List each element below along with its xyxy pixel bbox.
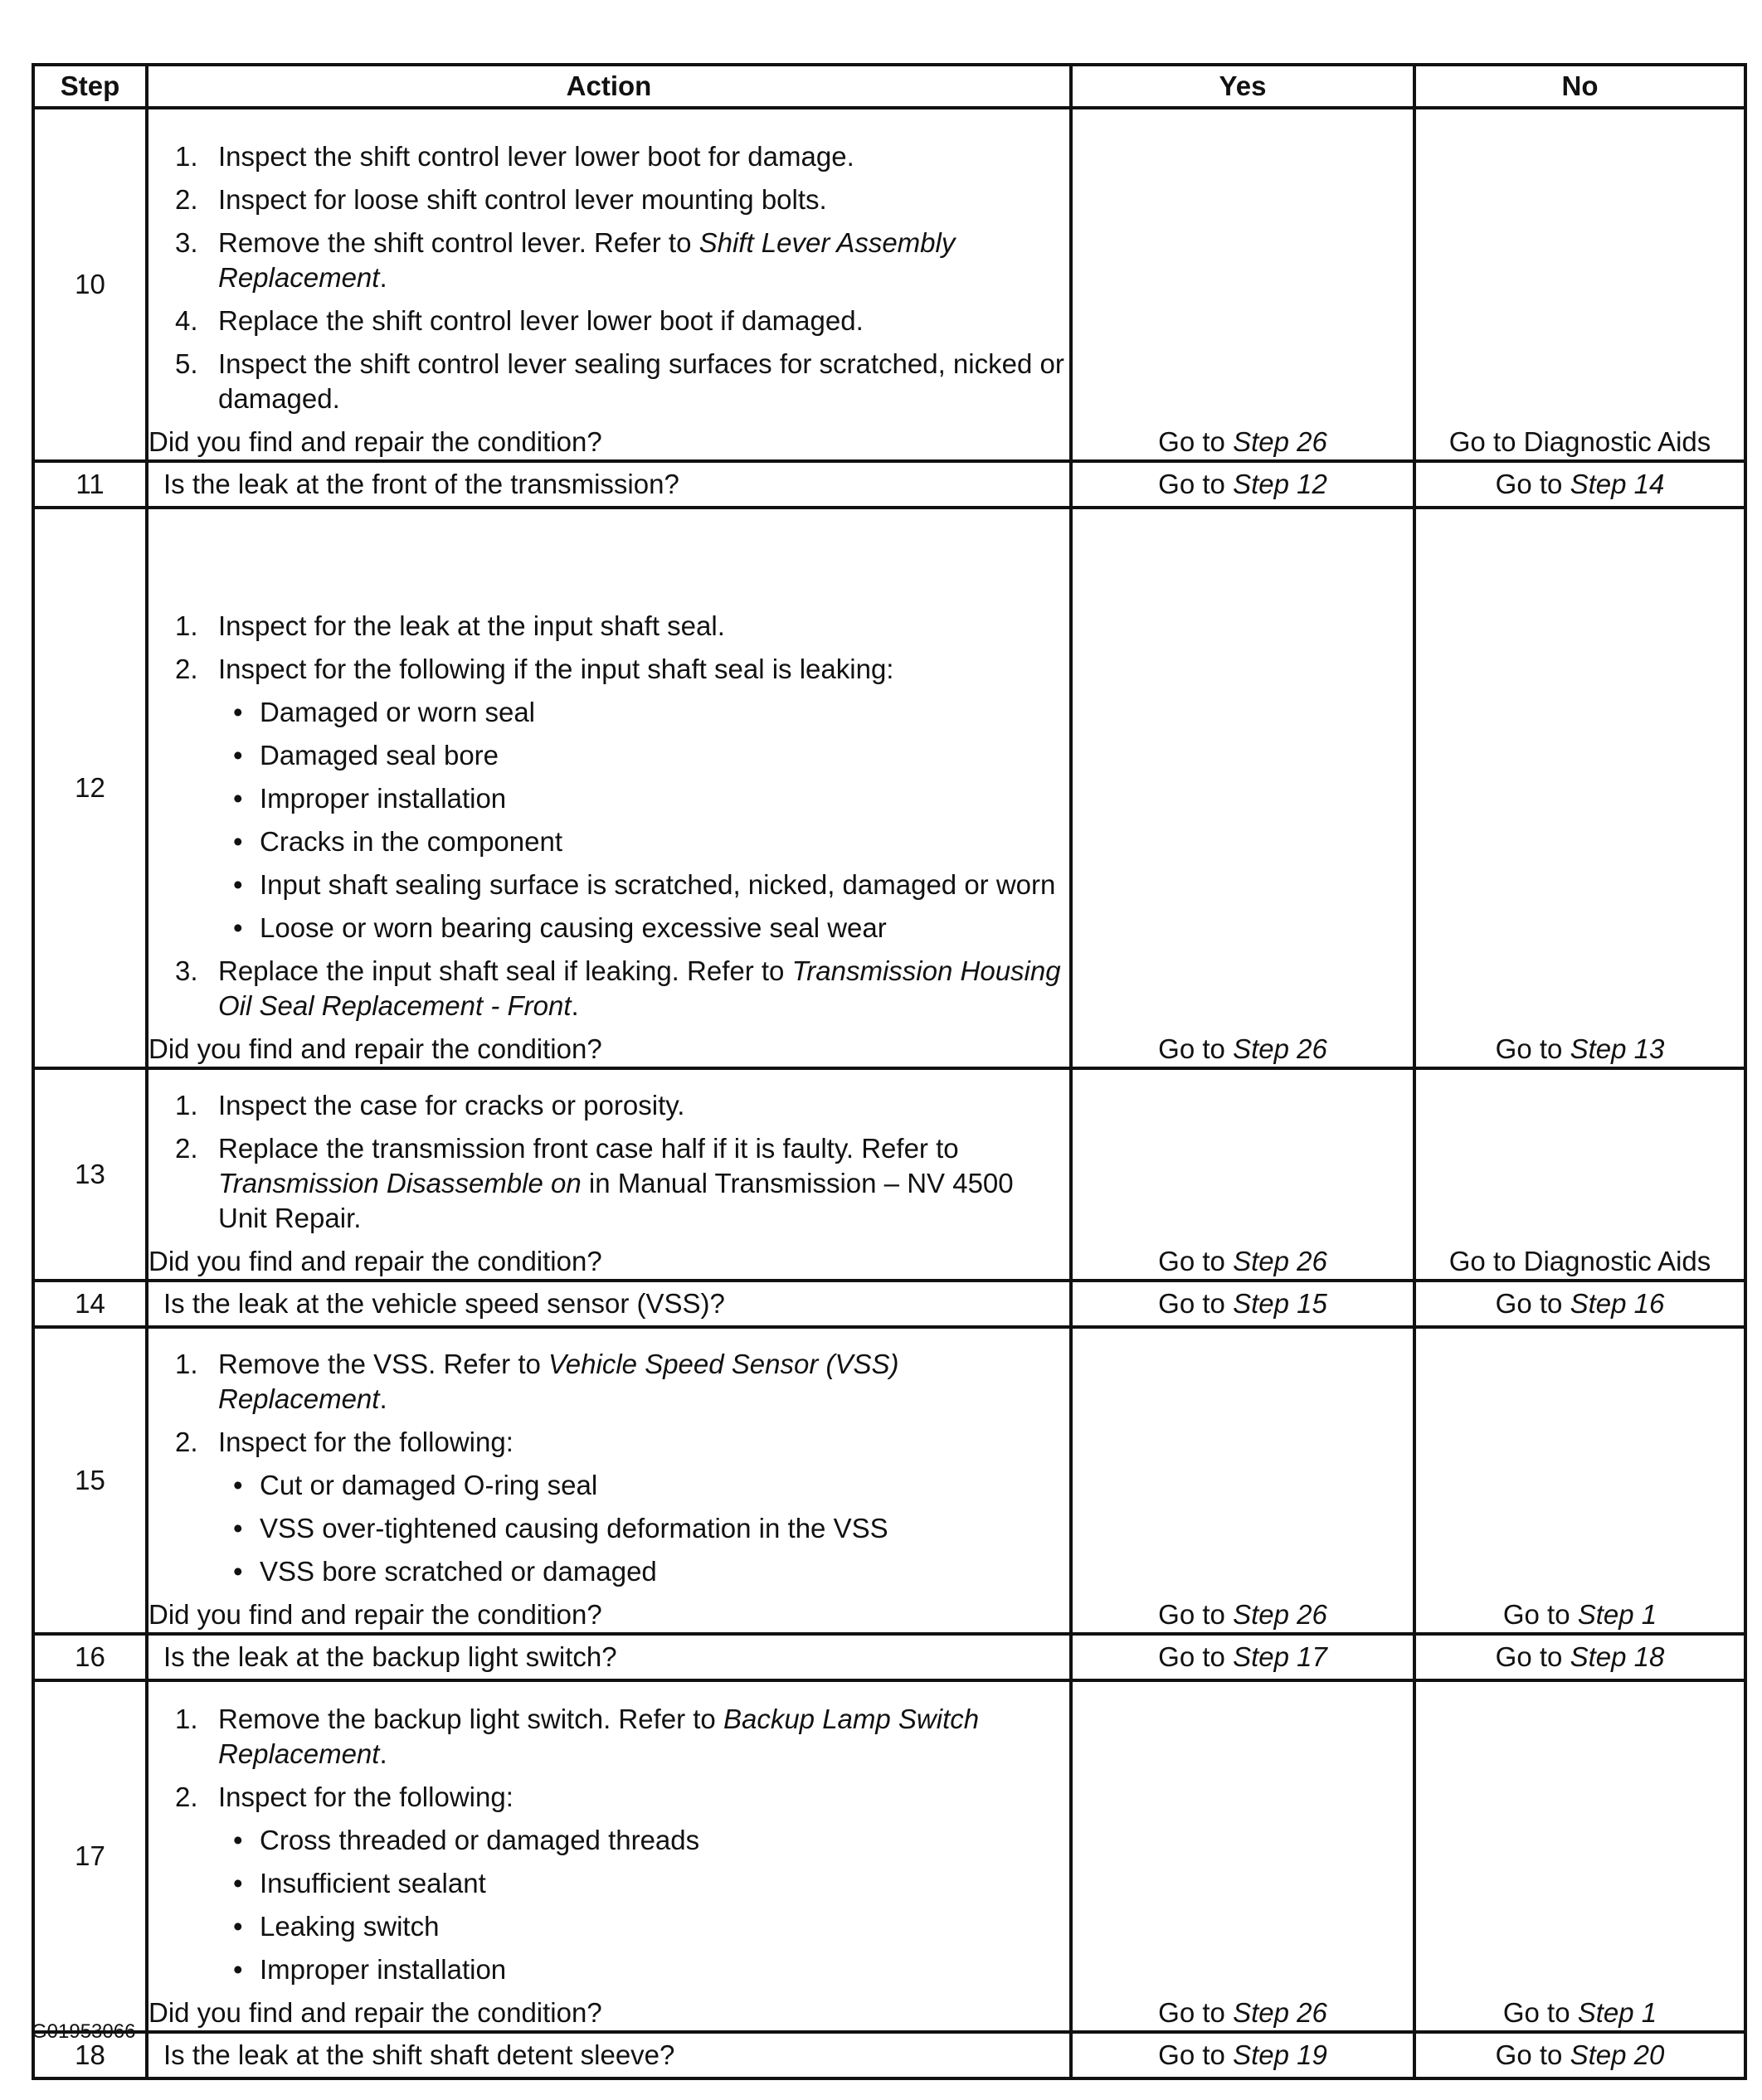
question-text: Is the leak at the backup light switch? [147, 1634, 1071, 1680]
bullet-list [218, 1468, 1069, 1589]
action-list [148, 1702, 1069, 1987]
action-cell [147, 508, 1071, 1068]
bullet-item: • Cracks in the component [218, 824, 1069, 859]
diagnostic-aids-link[interactable]: Go to Diagnostic Aids [1448, 426, 1711, 457]
bullet-item: • Cut or damaged O-ring seal [218, 1468, 1069, 1503]
bullet-item: • Input shaft sealing surface is scratched, nicked, damaged or worn [218, 868, 1069, 902]
bullet-item: • Leaking switch [218, 1909, 1069, 1944]
question-text: Did you find and repair the condition? [148, 1997, 602, 2028]
question-text: Did you find and repair the condition? [148, 426, 602, 457]
no-cell: Go to Step 14 [1414, 461, 1745, 508]
step-link[interactable]: Step 26 [1233, 426, 1327, 457]
reference-link[interactable]: Shift Lever Assembly Replacement [218, 227, 956, 293]
reference-link[interactable]: Vehicle Speed Sensor (VSS) Replacement [218, 1349, 899, 1414]
no-cell: Go to Step 18 [1414, 1634, 1745, 1680]
question-text: Is the leak at the vehicle speed sensor (VSS)? [147, 1281, 1071, 1327]
step-link[interactable]: Step 15 [1233, 1288, 1327, 1319]
action-cell [147, 1068, 1071, 1281]
list-item: 2. Inspect for the following if the input shaft seal is leaking: • Damaged or worn seal • Damaged seal bore • Improper installation • Cracks in the component • Input shaft sealing surface is scratched, nicked, damaged or worn • Loose or worn bearing causing excessive seal wear [148, 652, 1069, 945]
step-number: 17 [33, 1680, 147, 2032]
table-row [33, 508, 1745, 1068]
list-item: 2. Inspect for the following: • Cut or damaged O-ring seal • VSS over-tightened causing deformation in the VSS • VSS bore scratched or damaged [148, 1425, 1069, 1589]
yes-cell: Go to Step 26 [1071, 1327, 1414, 1634]
action-list [148, 1347, 1069, 1589]
header-yes: Yes [1071, 65, 1414, 108]
question-text: Did you find and repair the condition? [148, 1246, 602, 1276]
action-list [148, 1088, 1069, 1236]
bullet-list [218, 695, 1069, 945]
action-cell [147, 1327, 1071, 1634]
reference-link[interactable]: Backup Lamp Switch Replacement [218, 1704, 980, 1769]
header-no: No [1414, 65, 1745, 108]
bullet-item: • VSS bore scratched or damaged [218, 1554, 1069, 1589]
question-text: Did you find and repair the condition? [148, 1033, 602, 1064]
yes-cell: Go to Step 19 [1071, 2032, 1414, 2078]
bullet-item: • Damaged seal bore [218, 738, 1069, 773]
table-row [33, 1327, 1745, 1634]
bullet-item: • Damaged or worn seal [218, 695, 1069, 730]
step-link[interactable]: Step 1 [1577, 1997, 1657, 2028]
step-number: 10 [33, 108, 147, 461]
step-link[interactable]: Step 20 [1570, 2039, 1665, 2070]
bullet-item: • Improper installation [218, 1952, 1069, 1987]
header-action: Action [147, 65, 1071, 108]
bullet-item: • VSS over-tightened causing deformation in the VSS [218, 1511, 1069, 1546]
yes-cell: Go to Step 26 [1071, 1680, 1414, 2032]
list-item: 1. Inspect for the leak at the input shaft seal. [175, 610, 725, 641]
step-link[interactable]: Step 14 [1570, 469, 1665, 499]
step-number: 16 [33, 1634, 147, 1680]
step-link[interactable]: Step 18 [1570, 1641, 1665, 1672]
list-item: 2. Replace the transmission front case half if it is faulty. Refer to Transmission Disassemble on in Manual Transmission – NV 4500 Unit Repair. [175, 1133, 1014, 1233]
step-number: 18 [33, 2032, 147, 2078]
step-number: 15 [33, 1327, 147, 1634]
step-link[interactable]: Step 26 [1233, 1246, 1327, 1276]
no-cell: Go to Step 1 [1414, 1327, 1745, 1634]
yes-cell: Go to Step 26 [1071, 108, 1414, 461]
no-cell: Go to Step 1 [1414, 1680, 1745, 2032]
list-item: 2. Inspect for loose shift control lever mounting bolts. [175, 184, 827, 215]
step-number: 14 [33, 1281, 147, 1327]
list-item: 5. Inspect the shift control lever sealing surfaces for scratched, nicked or damaged. [175, 348, 1064, 414]
yes-cell: Go to Step 26 [1071, 1068, 1414, 1281]
step-link[interactable]: Step 16 [1570, 1288, 1665, 1319]
list-item: 3. Replace the input shaft seal if leaking. Refer to Transmission Housing Oil Seal Replacement - Front. [175, 955, 1061, 1021]
table-row [33, 2032, 1745, 2078]
no-cell [1414, 1068, 1745, 1281]
list-item: 1. Remove the backup light switch. Refer to Backup Lamp Switch Replacement. [175, 1704, 980, 1769]
question-text: Is the leak at the shift shaft detent sleeve? [147, 2032, 1071, 2078]
table-row [33, 461, 1745, 508]
table-row [33, 1068, 1745, 1281]
step-number: 12 [33, 508, 147, 1068]
yes-cell: Go to Step 26 [1071, 508, 1414, 1068]
step-link[interactable]: Step 19 [1233, 2039, 1327, 2070]
reference-link[interactable]: Transmission Housing Oil Seal Replacement - Front [218, 955, 1061, 1021]
list-item: 4. Replace the shift control lever lower boot if damaged. [175, 305, 864, 336]
yes-cell: Go to Step 12 [1071, 461, 1414, 508]
reference-link[interactable]: Transmission Disassemble on [218, 1168, 582, 1198]
bullet-item: • Improper installation [218, 781, 1069, 816]
bullet-item: • Cross threaded or damaged threads [218, 1823, 1069, 1858]
table-row [33, 1281, 1745, 1327]
list-item: 1. Remove the VSS. Refer to Vehicle Speed Sensor (VSS) Replacement. [175, 1349, 899, 1414]
table-row [33, 1634, 1745, 1680]
list-item: 1. Inspect the case for cracks or porosity. [175, 1090, 685, 1120]
step-link[interactable]: Step 26 [1233, 1997, 1327, 2028]
yes-cell: Go to Step 15 [1071, 1281, 1414, 1327]
step-link[interactable]: Step 17 [1233, 1641, 1327, 1672]
header-step: Step [33, 65, 147, 108]
step-number: 11 [33, 461, 147, 508]
no-cell [1414, 108, 1745, 461]
action-cell [147, 108, 1071, 461]
step-number: 13 [33, 1068, 147, 1281]
step-link[interactable]: Step 13 [1570, 1033, 1665, 1064]
list-item: 3. Remove the shift control lever. Refer to Shift Lever Assembly Replacement. [175, 227, 956, 293]
figure-id: G01953066 [32, 2020, 136, 2043]
question-text: Did you find and repair the condition? [148, 1599, 602, 1630]
bullet-item: • Loose or worn bearing causing excessive seal wear [218, 911, 1069, 945]
list-item: 2. Inspect for the following: • Cross threaded or damaged threads • Insufficient sealant • Leaking switch • Improper installation [148, 1780, 1069, 1987]
table-row [33, 108, 1745, 461]
diagnostic-aids-link[interactable]: Go to Diagnostic Aids [1448, 1246, 1711, 1276]
step-link[interactable]: Step 26 [1233, 1033, 1327, 1064]
step-link[interactable]: Step 1 [1577, 1599, 1657, 1630]
list-item: 1. Inspect the shift control lever lower boot for damage. [175, 141, 854, 172]
no-cell: Go to Step 13 [1414, 508, 1745, 1068]
action-list [148, 139, 1069, 416]
yes-cell: Go to Step 17 [1071, 1634, 1414, 1680]
header-row [33, 65, 1745, 108]
step-link[interactable]: Step 26 [1233, 1599, 1327, 1630]
bullet-list [218, 1823, 1069, 1987]
action-cell [147, 1680, 1071, 2032]
no-cell: Go to Step 20 [1414, 2032, 1745, 2078]
question-text: Is the leak at the front of the transmission? [147, 461, 1071, 508]
no-cell: Go to Step 16 [1414, 1281, 1745, 1327]
action-list [148, 609, 1069, 1023]
table-row [33, 1680, 1745, 2032]
diagnostic-table [32, 63, 1747, 2080]
bullet-item: • Insufficient sealant [218, 1866, 1069, 1901]
step-link[interactable]: Step 12 [1233, 469, 1327, 499]
